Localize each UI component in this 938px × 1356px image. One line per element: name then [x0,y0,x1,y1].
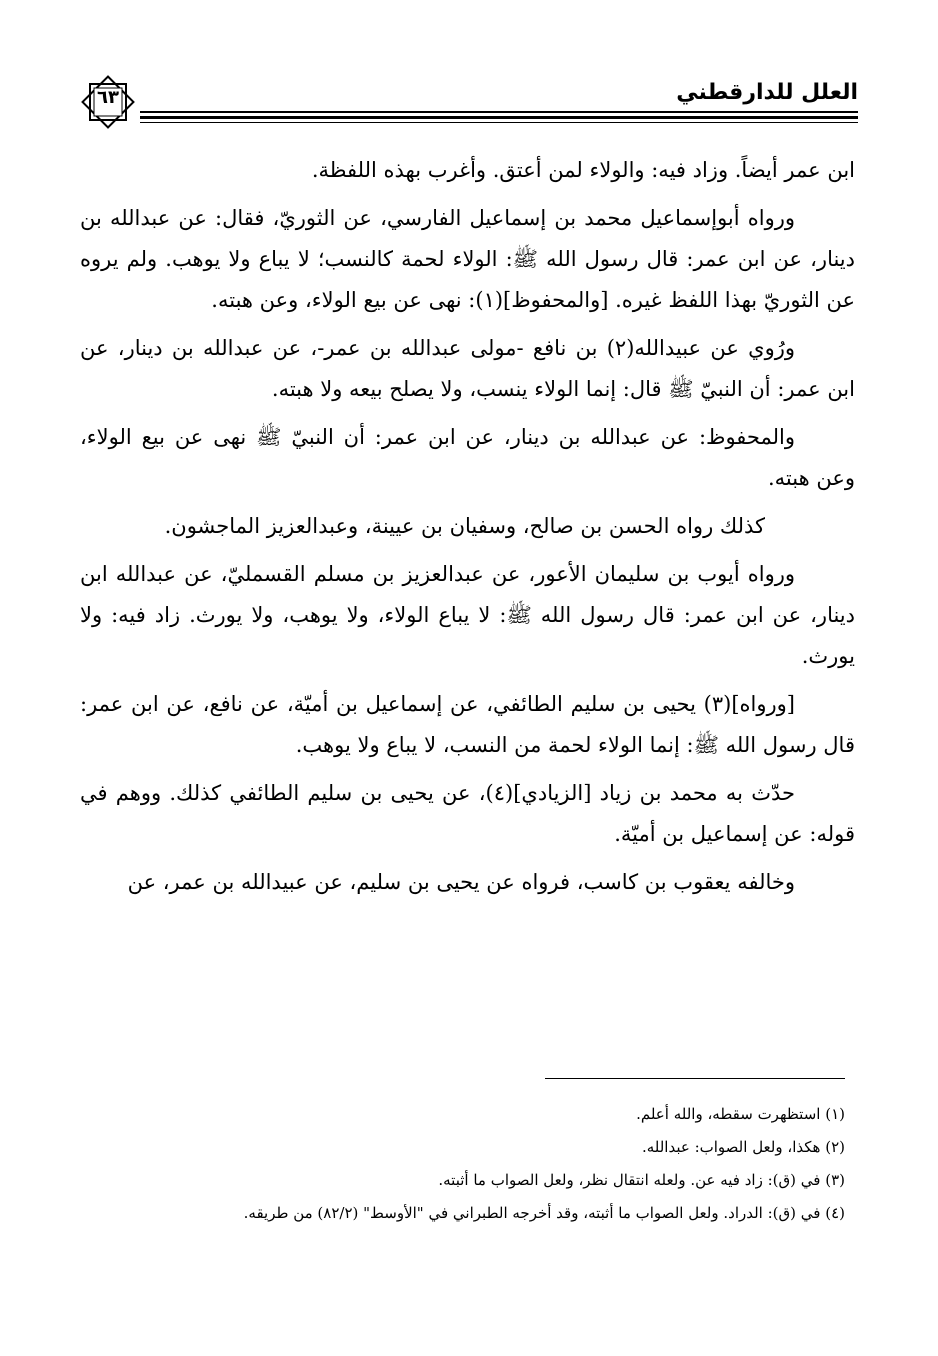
paragraph: ورواه أبوإسماعيل محمد بن إسماعيل الفارسي، عن الثوريّ، فقال: عن عبدالله بن دينار، عن ابن عمر: قال رسول الله ﷺ: الولاء لحمة كالنسب؛ لا يباع ولا يوهب. ولم يروه عن الثوريّ بهذا اللفظ غيره. [والمحفوظ](١): نهى عن بيع الولاء، وعن هبته. [80,206,855,312]
book-title: العلل للدارقطني [676,80,858,105]
paragraph: ورواه أيوب بن سليمان الأعور، عن عبدالعزيز بن مسلم القسمليّ، عن عبدالله ابن دينار، عن ابن عمر: قال رسول الله ﷺ: لا يباع الولاء، ولا يوهب، ولا يورث. زاد فيه: ولا يورث. [80,562,855,668]
header-rule [140,122,858,123]
header-rule [140,116,858,119]
paragraph: حدّث به محمد بن زياد [الزيادي](٤)، عن يحيى بن سليم الطائفي كذلك. ووهم في قوله: عن إسماعيل بن أميّة. [80,781,855,846]
paragraph: والمحفوظ: عن عبدالله بن دينار، عن ابن عمر: أن النبيّ ﷺ نهى عن بيع الولاء، وعن هبته. [80,425,855,490]
paragraph: ابن عمر أيضاً. وزاد فيه: والولاء لمن أعتق. وأغرب بهذه اللفظة. [311,158,855,182]
footnote-3: (٣) في (ق): زاد فيه عن. ولعله انتقال نظر، ولعل الصواب ما أثبته. [438,1171,845,1189]
page-header [78,68,858,128]
footnote-1: (١) استظهرت سقطه، والله أعلم. [636,1105,845,1123]
main-text [80,150,855,910]
footnote-separator [545,1078,845,1079]
page-number: ٦٣ [97,87,119,108]
paragraph: ورُوي عن عبيدالله(٢) بن نافع -مولى عبدالله بن عمر-، عن عبدالله بن دينار، عن ابن عمر: أن النبيّ ﷺ قال: إنما الولاء ينسب، ولا يصلح بيعه ولا هبته. [80,336,855,401]
header-rule [140,111,858,113]
paragraph: كذلك رواه الحسن بن صالح، وسفيان بن عيينة، وعبدالعزيز الماجشون. [164,514,765,538]
footnote-2: (٢) هكذا، ولعل الصواب: عبدالله. [641,1138,845,1156]
paragraph: [ورواه](٣) يحيى بن سليم الطائفي، عن إسماعيل بن أميّة، عن نافع، عن ابن عمر: قال رسول الله ﷺ: إنما الولاء لحمة من النسب، لا يباع ولا يوهب. [80,692,855,757]
footnote-4: (٤) في (ق): الدراد. ولعل الصواب ما أثبته، وقد أخرجه الطبراني في "الأوسط" (٨٢/٢) من طريقه. [243,1204,845,1222]
footnotes [80,1098,845,1230]
paragraph: وخالفه يعقوب بن كاسب، فرواه عن يحيى بن سليم، عن عبيدالله بن عمر، عن [127,870,795,894]
